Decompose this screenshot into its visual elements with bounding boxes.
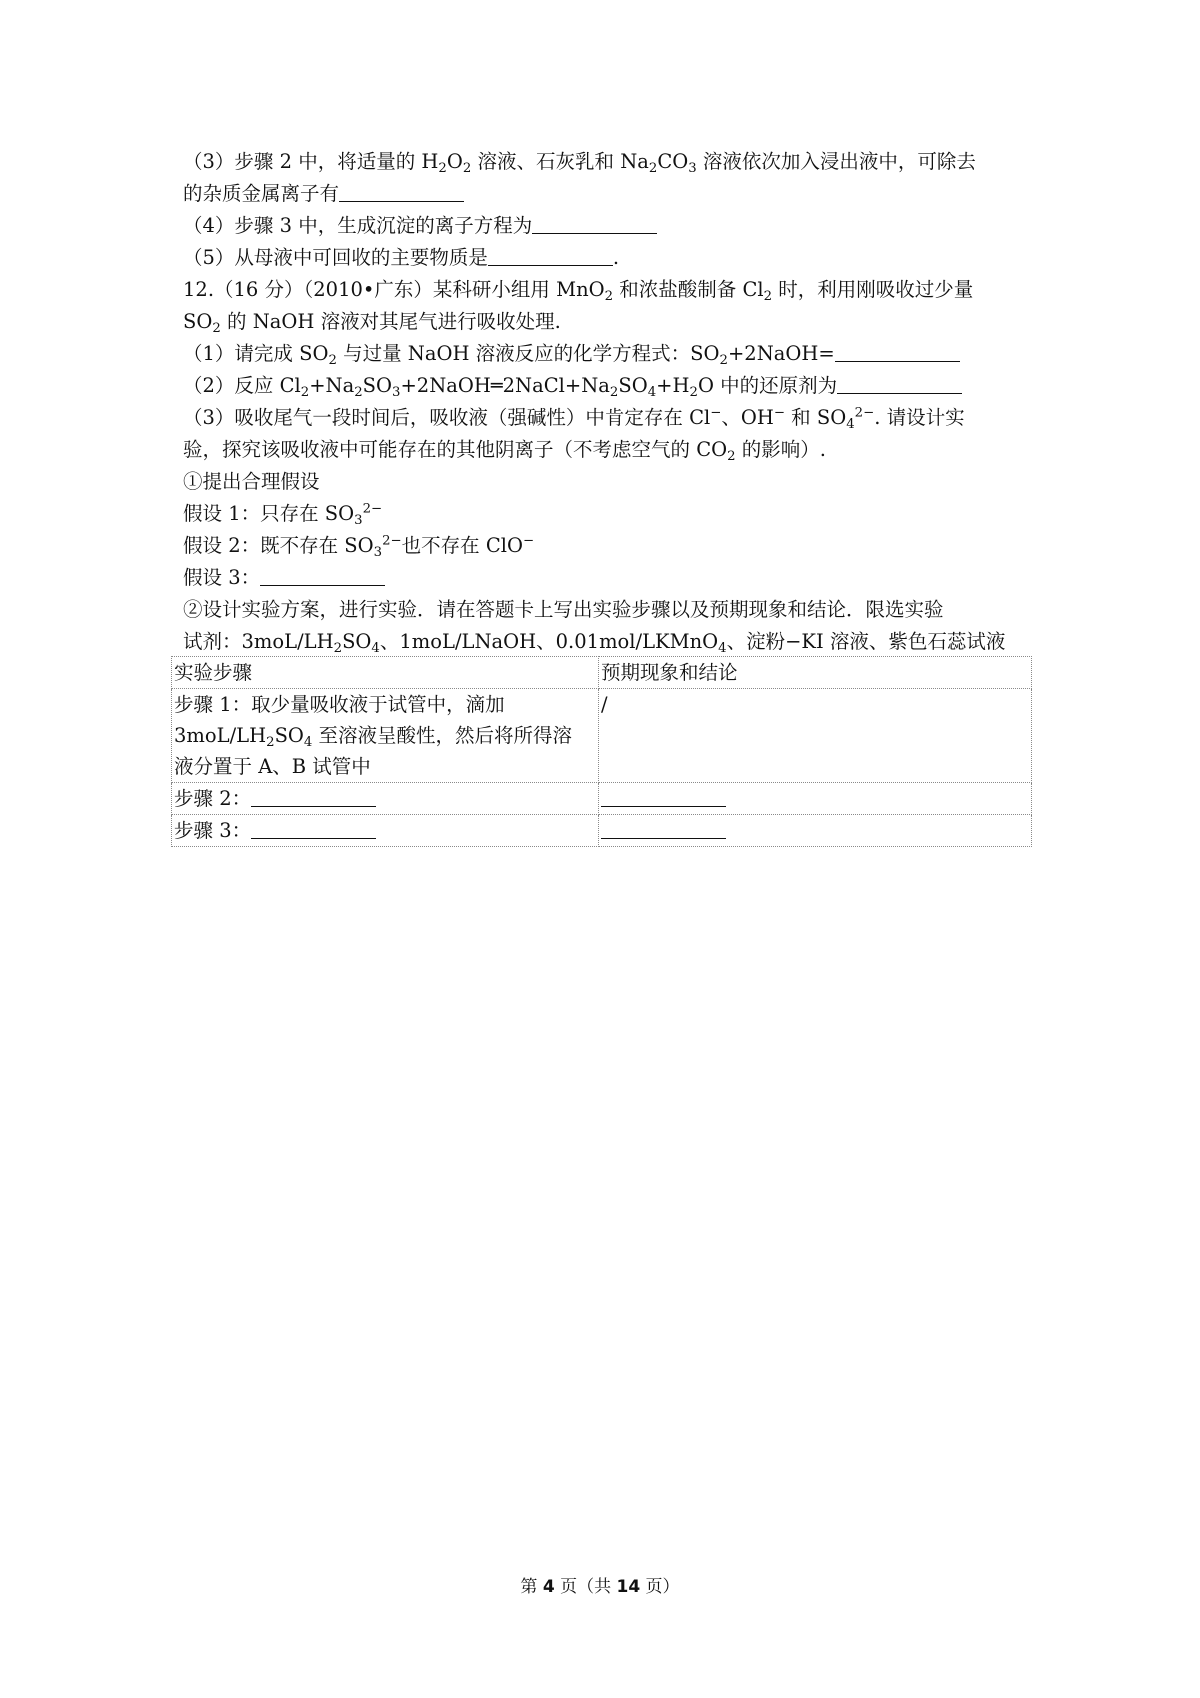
text-run: （4）步骤 3 中，生成沉淀的离子方程为 [183,214,533,237]
text-run: 验，探究该吸收液中可能存在的其他阴离子（不考虑空气的 CO [183,438,728,461]
subscript: 2 [462,160,472,176]
subscript: 2 [719,352,728,368]
step1-line2: $3moL/LH_2SO_4$ 至溶液呈酸性，然后将所得溶 [174,724,573,750]
text-run: . 请设计实 [874,406,965,429]
subscript: 2 [763,288,773,304]
step1-result-cell: / [599,689,1032,783]
text-run: SO [618,374,648,397]
hypothesis-2 [183,530,1023,562]
q12-part2 [183,370,1023,402]
step2-label: 步骤 2： [174,787,252,810]
text-run: 溶液、石灰乳和 Na [471,150,649,173]
text-run: 12.（16 分）（2010•广东）某科研小组用 MnO [183,278,605,301]
answer-blank [488,246,613,267]
subscript: 2 [328,352,337,368]
hypothesis-heading [183,466,1023,498]
subscript: 4 [718,640,727,656]
header-steps: 实验步骤 [172,657,599,689]
text-run: SO [362,374,393,397]
step3-label: 步骤 3： [174,819,252,842]
text-run: O 中的还原剂为 [697,374,838,397]
text-run: 假设 2：既不存在 SO [183,534,374,557]
table-row [172,783,1032,815]
design-a [183,594,1023,626]
text-run: 的杂质金属离子有 [183,182,340,205]
text-run: 假设 3： [183,566,261,589]
text-run: SO [183,310,213,333]
hypothesis-1 [183,498,1023,530]
experiment-table [171,656,1032,847]
text-run: 、OH [721,406,774,429]
answer-blank [260,566,385,587]
subscript: 2 [300,384,310,400]
text-run: ①提出合理假设 [183,470,320,493]
text-run: 试剂：3moL/LH [183,630,334,653]
text-run: （3）吸收尾气一段时间后，吸收液（强碱性）中肯定存在 Cl [183,406,711,429]
step2-result-cell [599,783,1032,815]
text-run: 与过量 NaOH 溶液反应的化学方程式：SO [336,342,720,365]
text-run: +Na [309,374,355,397]
subscript: 2 [212,320,221,336]
subscript: 4 [846,416,855,432]
step1-line1: 步骤 1：取少量吸收液于试管中，滴加 [174,693,505,716]
header-phenomena: 预期现象和结论 [599,657,1032,689]
q12-intro-a [183,274,1023,306]
text-run: CO [657,150,689,173]
subscript: 2 [648,160,658,176]
subscript: 2 [727,448,736,464]
superscript: 2− [382,533,402,549]
page-number: 4 [542,1577,555,1597]
text-run: 的 NaOH 溶液对其尾气进行吸收处理. [220,310,561,333]
superscript: 2− [362,501,383,517]
subscript: 4 [371,640,380,656]
superscript: − [710,405,722,421]
subscript: 2 [354,384,363,400]
text-run: . [612,246,620,269]
text-run: 的影响）. [735,438,826,461]
text-run: 假设 1：只存在 SO [183,502,355,525]
text-run: 和 SO [784,406,847,429]
q3-step2-b [183,178,1023,210]
subscript: 3 [688,160,697,176]
text-run: 也不存在 ClO [401,534,523,557]
step1-line3: 液分置于 A、B 试管中 [174,755,371,778]
subscript: 3 [354,512,363,528]
subscript: 3 [373,544,383,560]
q3-step2-a [183,146,1023,178]
q4-step3 [183,210,1023,242]
answer-blank [835,342,960,363]
q5-mother-liquor [183,242,1023,274]
answer-blank [532,214,657,235]
q12-part3-a [183,402,1023,434]
subscript: 2 [438,160,447,176]
hypothesis-3 [183,562,1023,594]
q12-part1 [183,338,1023,370]
step1-cell [172,689,599,783]
table-row [172,689,1032,783]
superscript: 2− [854,405,875,421]
page-footer: 第 4 页（共 14 页） [520,1577,680,1597]
text-run: （1）请完成 SO [183,342,329,365]
text-run: ②设计实验方案，进行实验．请在答题卡上写出实验步骤以及预期现象和结论．限选实验 [183,598,944,621]
text-run: +H [656,374,690,397]
text-run: 、淀粉−KI 溶液、紫色石蕊试液 [726,630,1006,653]
table-header-row [172,657,1032,689]
text-run: （3）步骤 2 中，将适量的 H [183,150,439,173]
question-text [183,146,1023,658]
q12-part3-b [183,434,1023,466]
superscript: − [773,405,785,421]
q12-intro-b [183,306,1023,338]
subscript: 2 [604,288,614,304]
text-run: 溶液依次加入浸出液中，可除去 [696,150,976,173]
answer-blank [251,787,376,808]
answer-blank [601,787,726,808]
step3-result-cell [599,815,1032,847]
answer-blank [251,819,376,840]
subscript: 2 [689,384,698,400]
step3-cell [172,815,599,847]
text-run: +2NaOH= [727,342,835,365]
text-run: 和浓盐酸制备 Cl [613,278,764,301]
answer-blank [601,819,726,840]
design-b [183,626,1023,658]
text-run: O [446,150,463,173]
text-run: （5）从母液中可回收的主要物质是 [183,246,488,269]
text-run: （2）反应 Cl [183,374,301,397]
table-row [172,815,1032,847]
text-run: 时，利用刚吸收过少量 [772,278,974,301]
text-run: +2NaOH═2NaCl+Na [400,374,610,397]
subscript: 3 [392,384,401,400]
subscript: 2 [333,640,343,656]
text-run: 、1moL/LNaOH、0.01mol/LKMnO [379,630,719,653]
text-run: SO [342,630,372,653]
subscript: 2 [609,384,619,400]
answer-blank [339,182,464,203]
page-total: 14 [616,1577,641,1597]
superscript: − [522,533,535,549]
subscript: 4 [647,384,657,400]
step2-cell [172,783,599,815]
answer-blank [837,374,962,395]
